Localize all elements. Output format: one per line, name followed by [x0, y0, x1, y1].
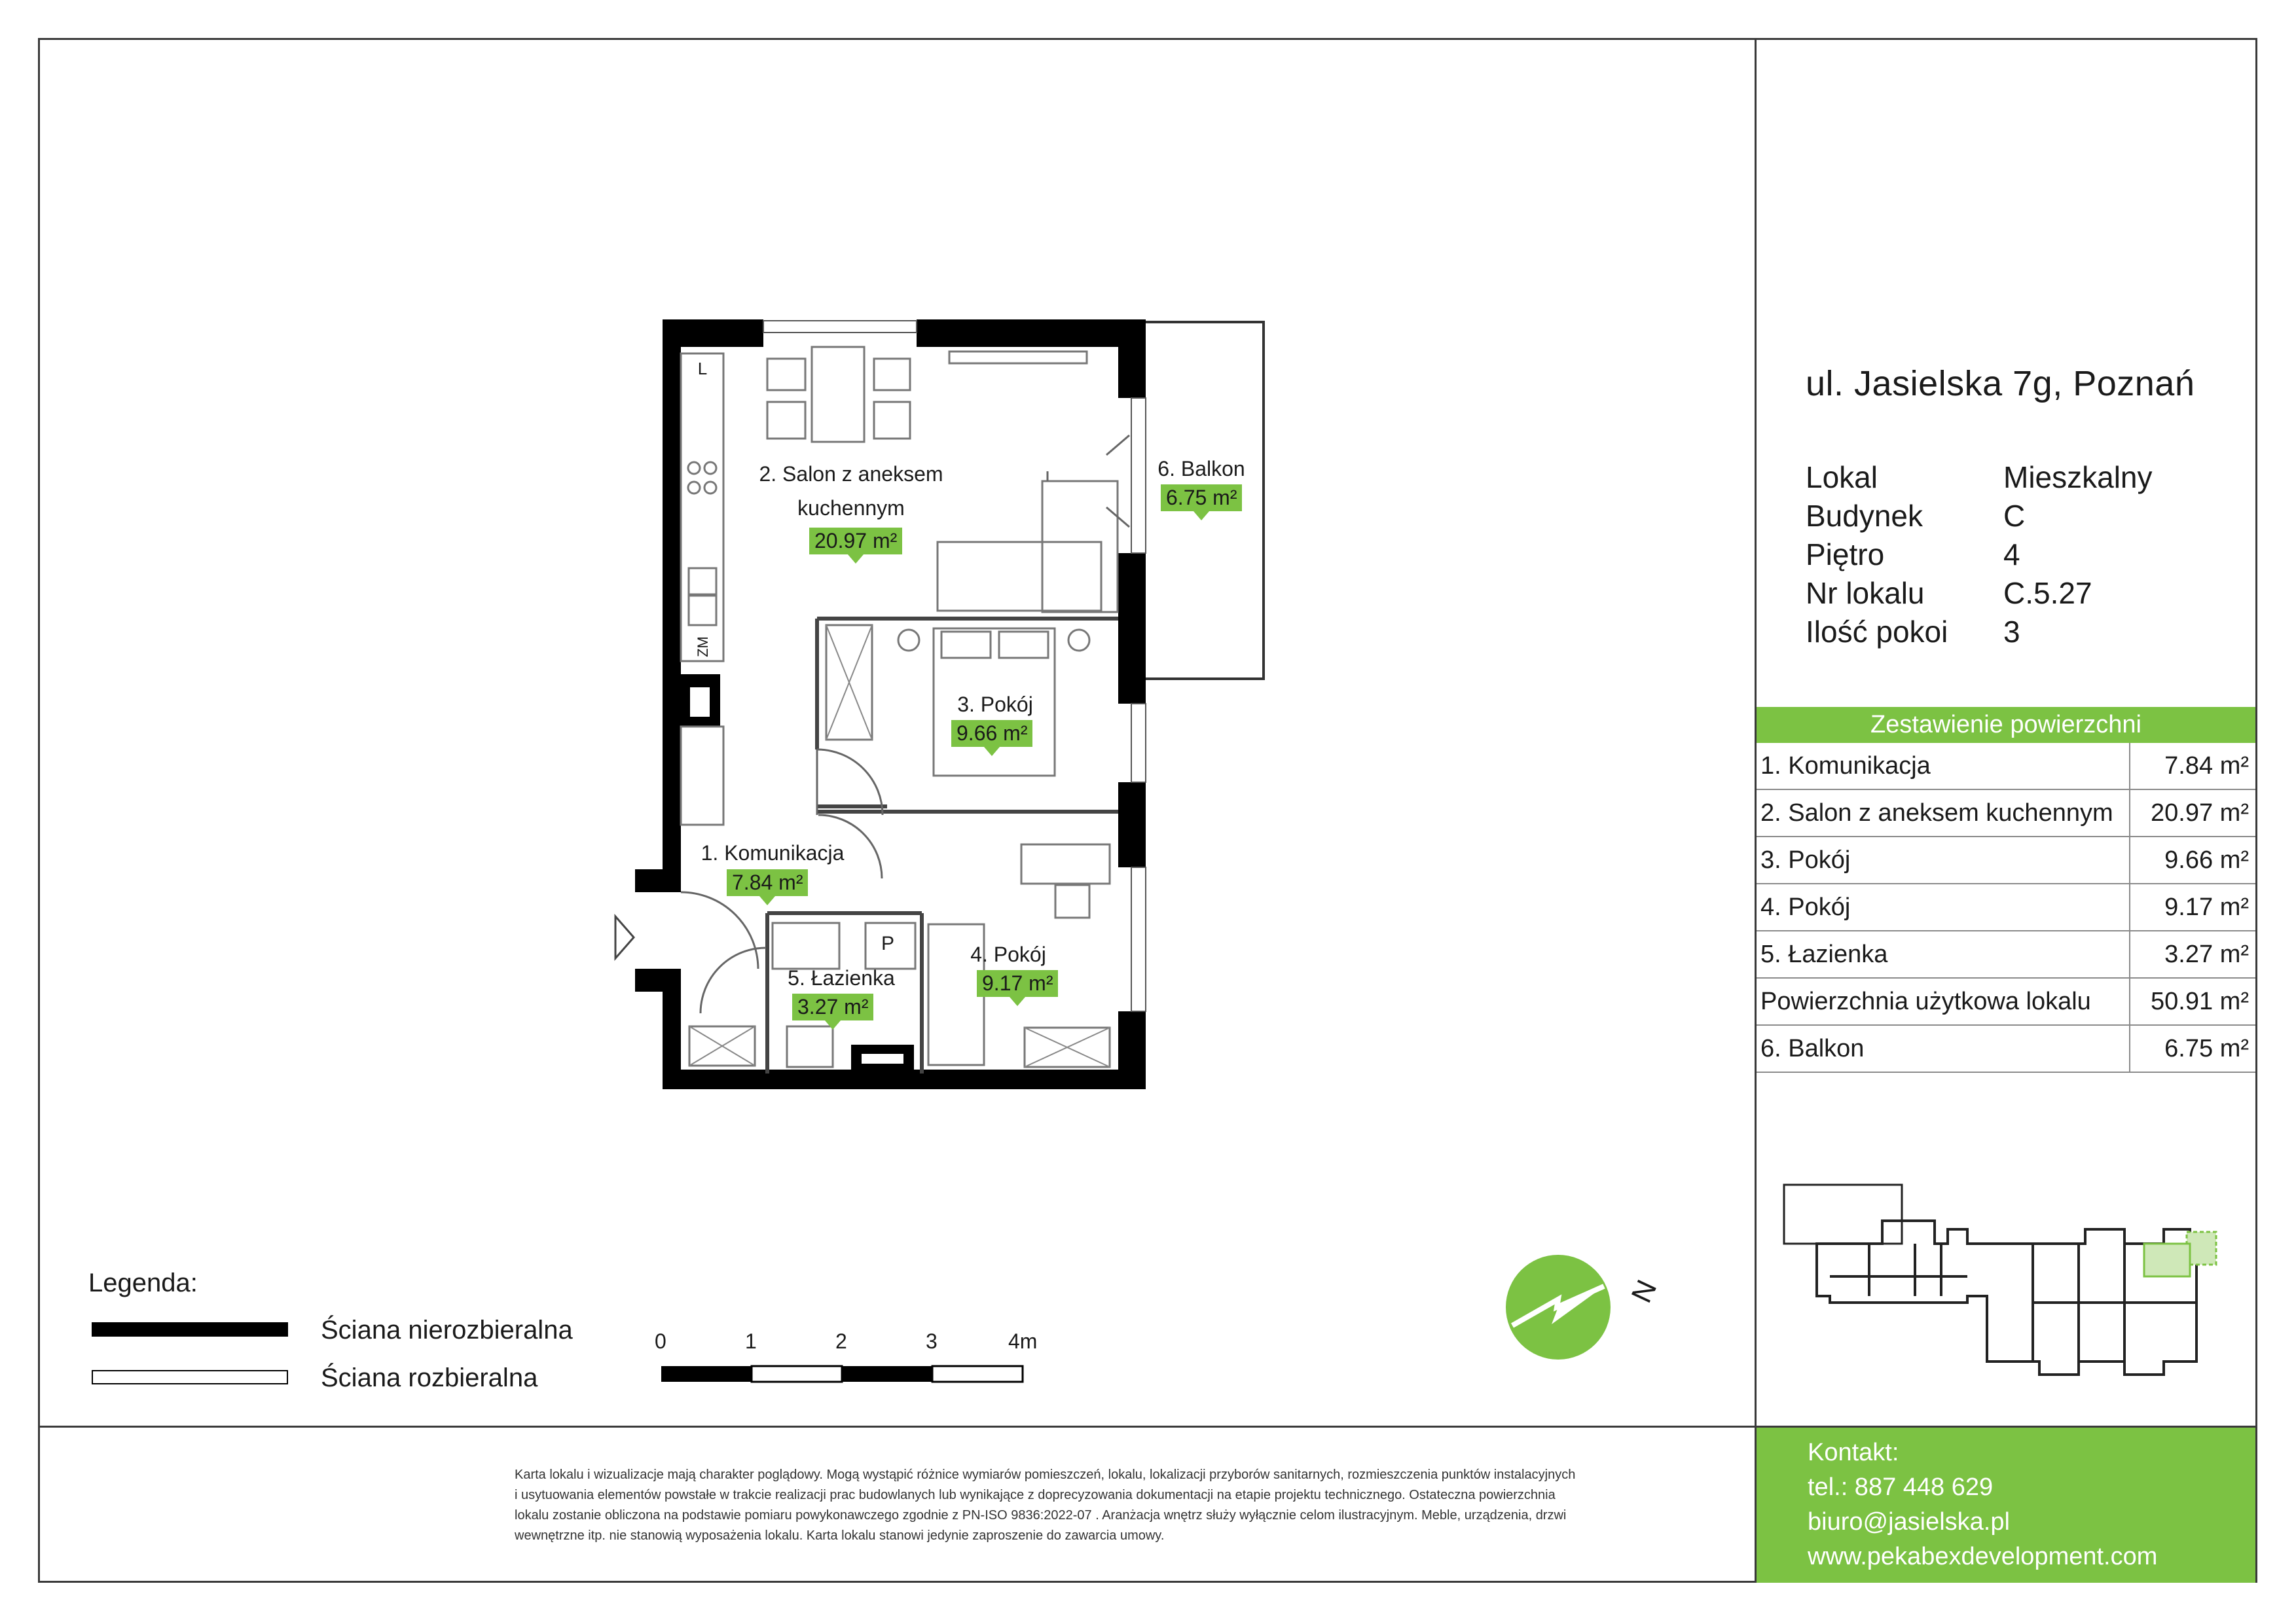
- scale-label-4: 4m: [1008, 1329, 1038, 1353]
- contact-website[interactable]: www.pekabexdevelopment.com: [1808, 1543, 2158, 1570]
- disclaimer: [515, 1465, 1713, 1546]
- areas-table-title: Zestawienie powierzchni: [1757, 707, 2255, 743]
- area-name: 1. Komunikacja: [1757, 743, 2130, 789]
- info-value: C.5.27: [2003, 576, 2092, 610]
- unit-info: [1806, 458, 2153, 651]
- legend-title: Legenda:: [88, 1269, 198, 1297]
- contact-box: [1757, 1428, 2255, 1583]
- scale-label-0: 0: [655, 1329, 666, 1353]
- scale-bar: [660, 1365, 1027, 1384]
- info-key: Nr lokalu: [1806, 576, 1925, 610]
- room-area-pokoj-4: 9.17 m²: [977, 970, 1058, 997]
- disclaimer-line: Karta lokalu i wizualizacje mają charakter poglądowy. Mogą wystąpić różnice wymiarów pomieszczeń, lokalu, lokalizacji przyborów sanitarnych, rozmieszczenia punktów instalacyjnych: [515, 1468, 1576, 1482]
- room-label-salon-2: kuchennym: [797, 496, 905, 520]
- room-label-pokoj-4: 4. Pokój: [970, 943, 1046, 966]
- area-value: 50.91 m²: [2130, 978, 2255, 1025]
- disclaimer-line: wewnętrzne itp. nie stanowią wyposażenia lokalu. Karta lokalu stanowi jedynie zaproszenie do zawarcia umowy.: [515, 1528, 1165, 1543]
- info-value: 3: [2003, 615, 2020, 649]
- room-area-komunikacja: 7.84 m²: [727, 869, 808, 896]
- contact-title: Kontakt:: [1808, 1439, 1899, 1466]
- table-row: [1757, 837, 2255, 884]
- scale-label-1: 1: [745, 1329, 757, 1353]
- info-key: Budynek: [1806, 499, 1923, 533]
- disclaimer-line: lokalu zostanie obliczona na podstawie pomiaru powykonawczego zgodnie z PN-ISO 9836:2022-07 . Aranżacja wnętrz służy wyłącznie celom ilustracyjnym. Meble, urządzenia, drzwi: [515, 1508, 1567, 1523]
- table-row: [1757, 884, 2255, 931]
- info-row: [1806, 613, 2153, 651]
- legend-solid-wall-swatch: [92, 1322, 288, 1337]
- room-label-pokoj-3: 3. Pokój: [957, 693, 1033, 716]
- info-row: [1806, 458, 2153, 497]
- scale-label-3: 3: [926, 1329, 938, 1353]
- table-row: [1757, 978, 2255, 1025]
- contact-email[interactable]: biuro@jasielska.pl: [1808, 1508, 2010, 1536]
- area-value: 3.27 m²: [2130, 931, 2255, 978]
- legend-solid-wall-label: Ściana nierozbieralna: [321, 1316, 573, 1344]
- areas-table: [1757, 743, 2255, 1073]
- area-value: 9.66 m²: [2130, 837, 2255, 884]
- info-value: C: [2003, 499, 2026, 533]
- room-area-lazienka: 3.27 m²: [792, 994, 873, 1020]
- table-row: [1757, 1025, 2255, 1072]
- area-name: Powierzchnia użytkowa lokalu: [1757, 978, 2130, 1025]
- table-row: [1757, 743, 2255, 789]
- area-value: 9.17 m²: [2130, 884, 2255, 931]
- room-label-balkon: 6. Balkon: [1157, 457, 1245, 480]
- info-value: 4: [2003, 537, 2020, 571]
- legend-partition-wall-swatch: [92, 1370, 288, 1384]
- table-row: [1757, 931, 2255, 978]
- north-label: N: [1625, 1275, 1664, 1308]
- room-area-balkon: 6.75 m²: [1161, 484, 1242, 511]
- room-label-komunikacja: 1. Komunikacja: [701, 841, 845, 865]
- room-label-lazienka: 5. Łazienka: [788, 966, 895, 990]
- address: ul. Jasielska 7g, Poznań: [1806, 364, 2195, 403]
- scale-label-2: 2: [835, 1329, 847, 1353]
- washing-machine-label: ZM: [695, 636, 711, 657]
- area-name: 6. Balkon: [1757, 1025, 2130, 1072]
- room-area-pokoj-3: 9.66 m²: [951, 720, 1032, 747]
- area-value: 20.97 m²: [2130, 789, 2255, 837]
- info-value: Mieszkalny: [2003, 460, 2153, 494]
- info-row: [1806, 497, 2153, 535]
- info-row: [1806, 535, 2153, 574]
- area-name: 4. Pokój: [1757, 884, 2130, 931]
- info-key: Ilość pokoi: [1806, 615, 1948, 649]
- building-key-plan: [1771, 1178, 2242, 1388]
- area-name: 5. Łazienka: [1757, 931, 2130, 978]
- north-compass-icon: [1506, 1254, 1663, 1365]
- table-row: [1757, 789, 2255, 837]
- disclaimer-line: i usytuowania elementów powstałe w trakcie realizacji prac budowlanych lub wynikające z doprecyzowania dokumentacji na etapie projektu technicznego. Ostateczna powierzchnia: [515, 1488, 1556, 1502]
- info-row: [1806, 574, 2153, 613]
- contact-phone[interactable]: tel.: 887 448 629: [1808, 1473, 1994, 1501]
- area-value: 7.84 m²: [2130, 743, 2255, 789]
- room-label-salon-1: 2. Salon z aneksem: [759, 462, 943, 486]
- fridge-label: L: [697, 359, 708, 378]
- area-value: 6.75 m²: [2130, 1025, 2255, 1072]
- area-name: 3. Pokój: [1757, 837, 2130, 884]
- area-name: 2. Salon z aneksem kuchennym: [1757, 789, 2130, 837]
- room-area-salon: 20.97 m²: [809, 528, 902, 554]
- info-key: Piętro: [1806, 537, 1885, 571]
- info-key: Lokal: [1806, 460, 1878, 494]
- shower-label: P: [881, 933, 894, 954]
- legend-partition-wall-label: Ściana rozbieralna: [321, 1363, 538, 1392]
